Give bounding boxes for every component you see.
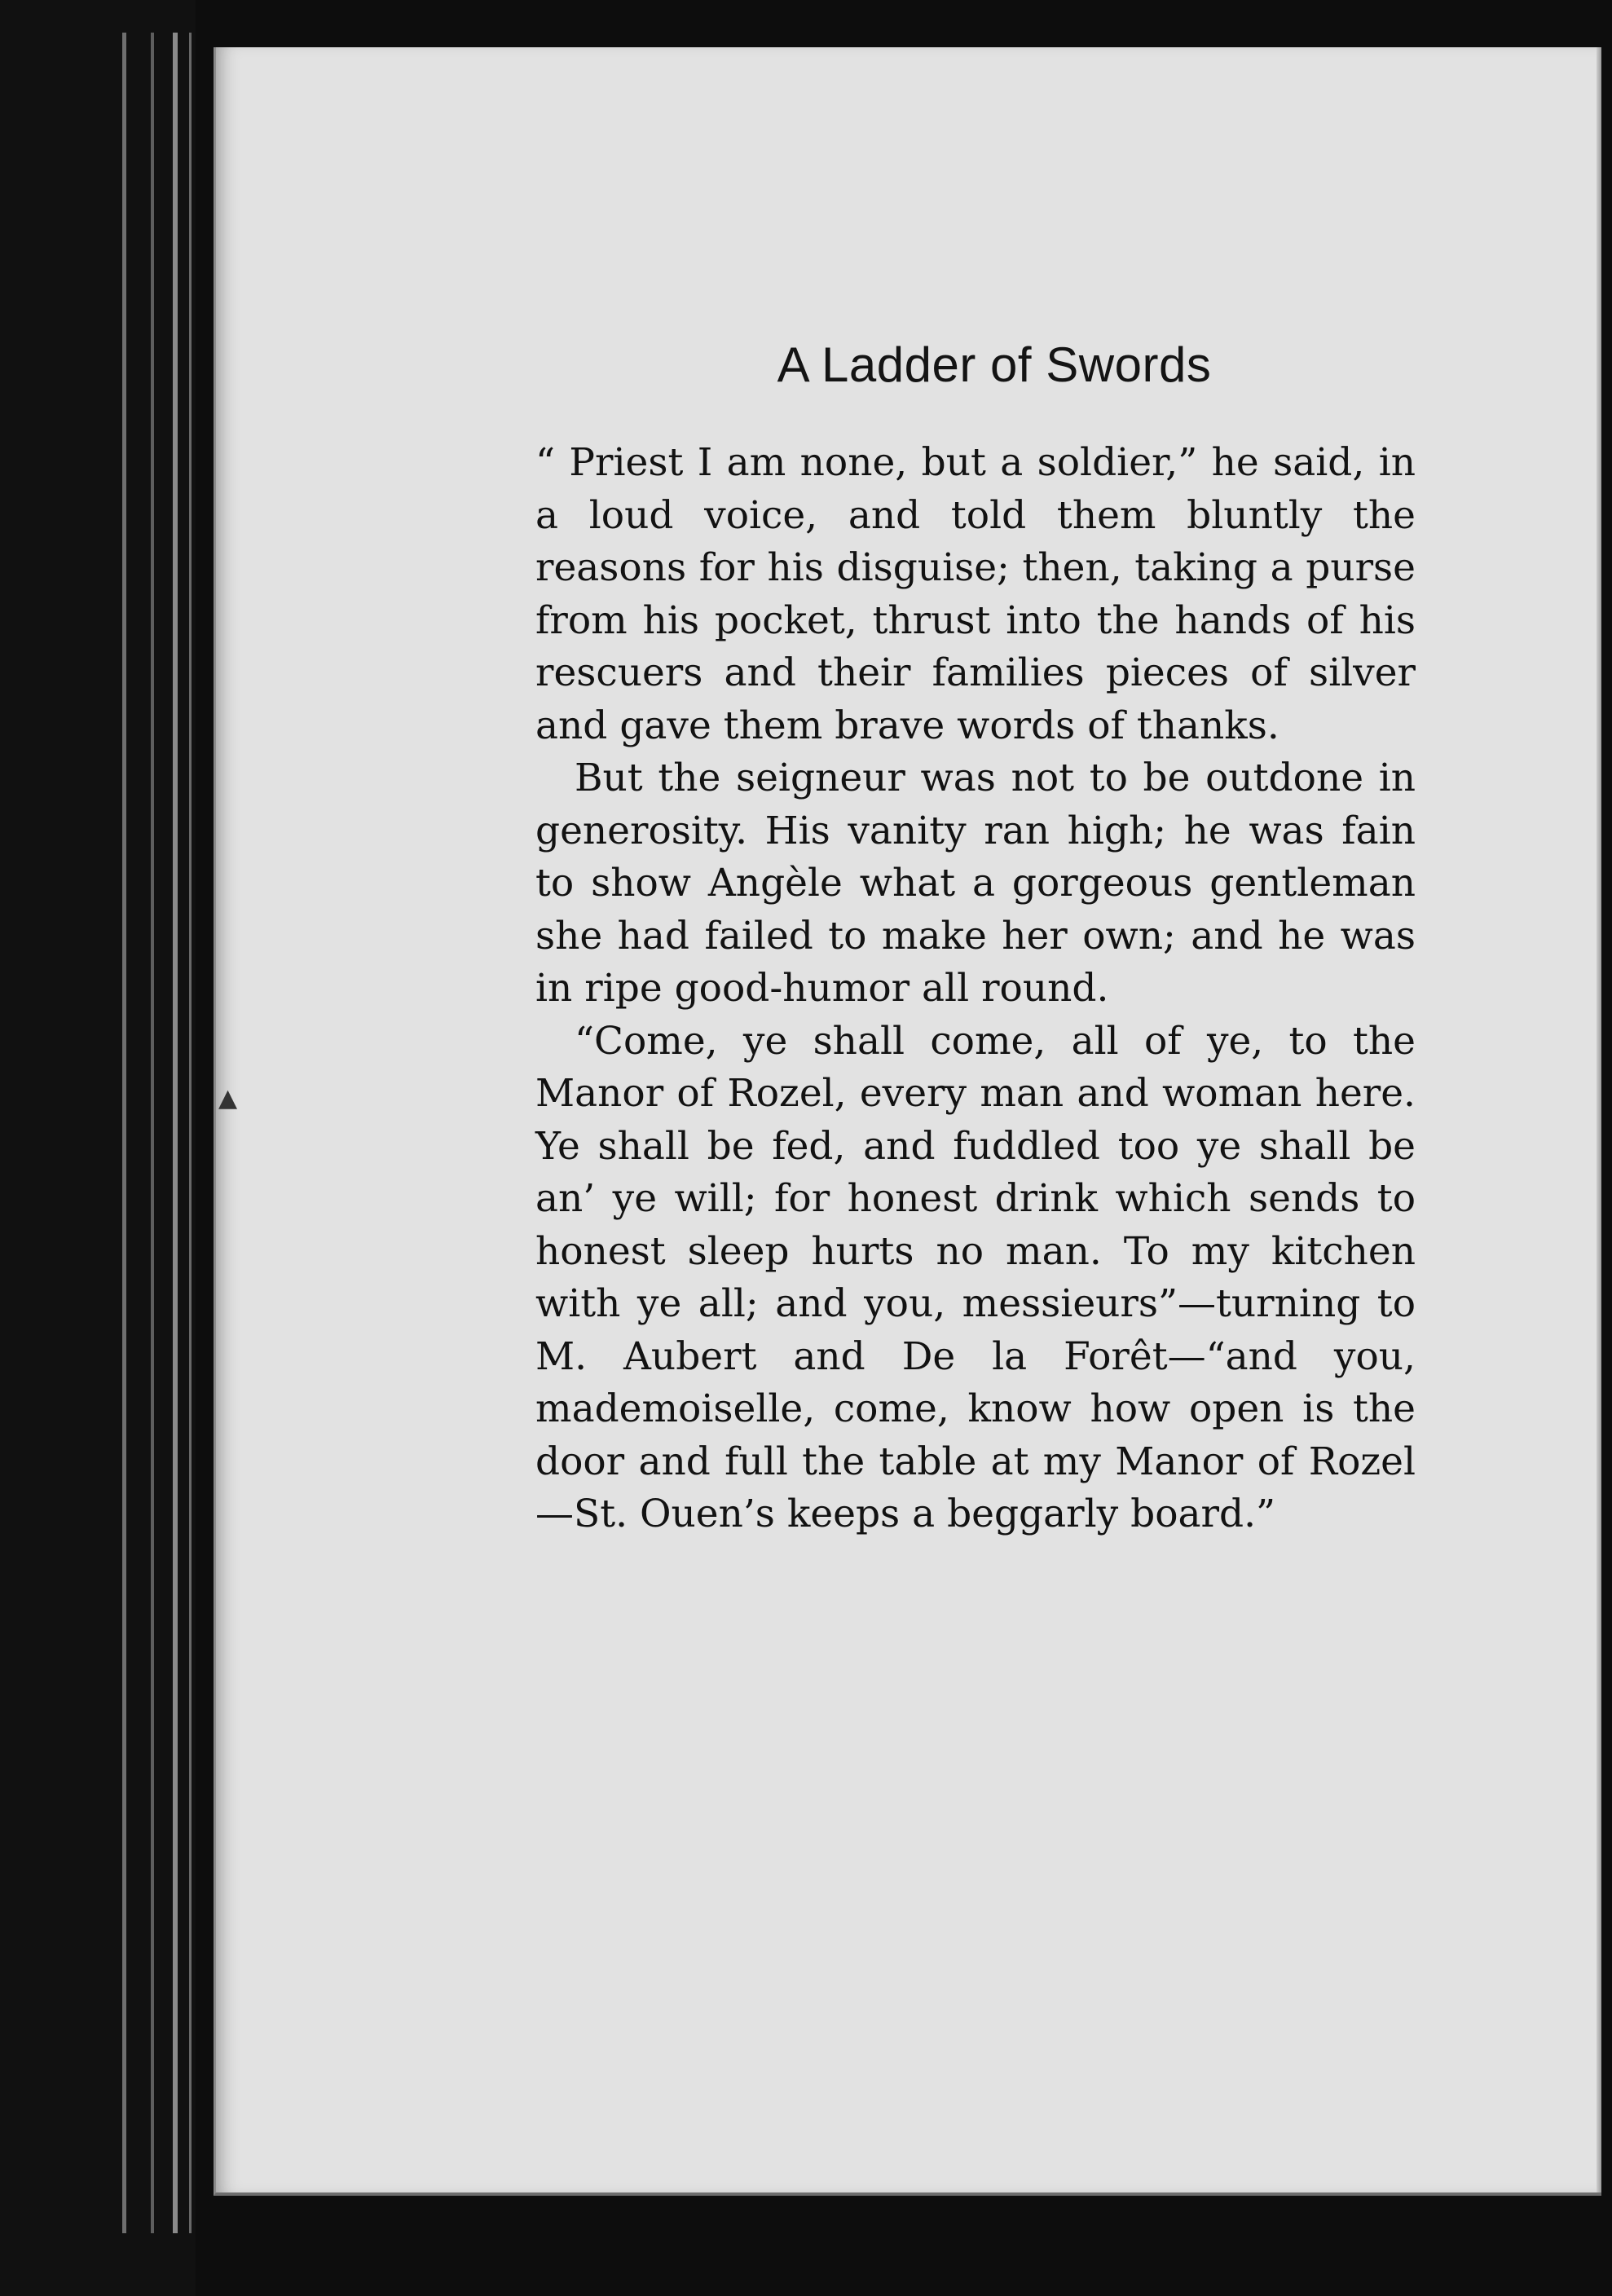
paragraph: “Come, ye shall come, all of ye, to the Manor of Rozel, every man and woman here. Ye shall be fed, and fuddled too ye shall be an’ ye will; for honest drink which sends to honest sleep hurts no man. To my kitchen with ye all; and you, messieurs”—turning to M. Aubert and De la Forêt—“and you, mademoiselle, come, know how open is the door and full the table at my Manor of Rozel—St. Ouen’s keeps a beggarly board.”	[535, 1018, 1416, 1536]
page-edge-line	[122, 33, 126, 2233]
paragraph: But the seigneur was not to be outdone in generosity. His vanity ran high; he was fain to show Angèle what a gorgeous gentleman she had failed to make her own; and he was in ripe good-humor all round.	[535, 756, 1416, 1011]
margin-mark-icon: ▲	[218, 1084, 238, 1113]
body-text	[535, 437, 1416, 1541]
paragraph: “ Priest I am none, but a soldier,” he said, in a loud voice, and told them bluntly the reasons for his disguise; then, taking a purse from his pocket, thrust into the hands of his rescuers and their families pieces of silver and gave them brave words of thanks.	[535, 440, 1416, 748]
page-edge-line	[173, 33, 178, 2233]
page-edge-line	[151, 33, 154, 2233]
book-spine	[0, 0, 196, 2296]
page-edge-line	[189, 33, 192, 2233]
book-page	[214, 47, 1601, 2196]
running-head: A Ladder of Swords	[777, 337, 1212, 392]
